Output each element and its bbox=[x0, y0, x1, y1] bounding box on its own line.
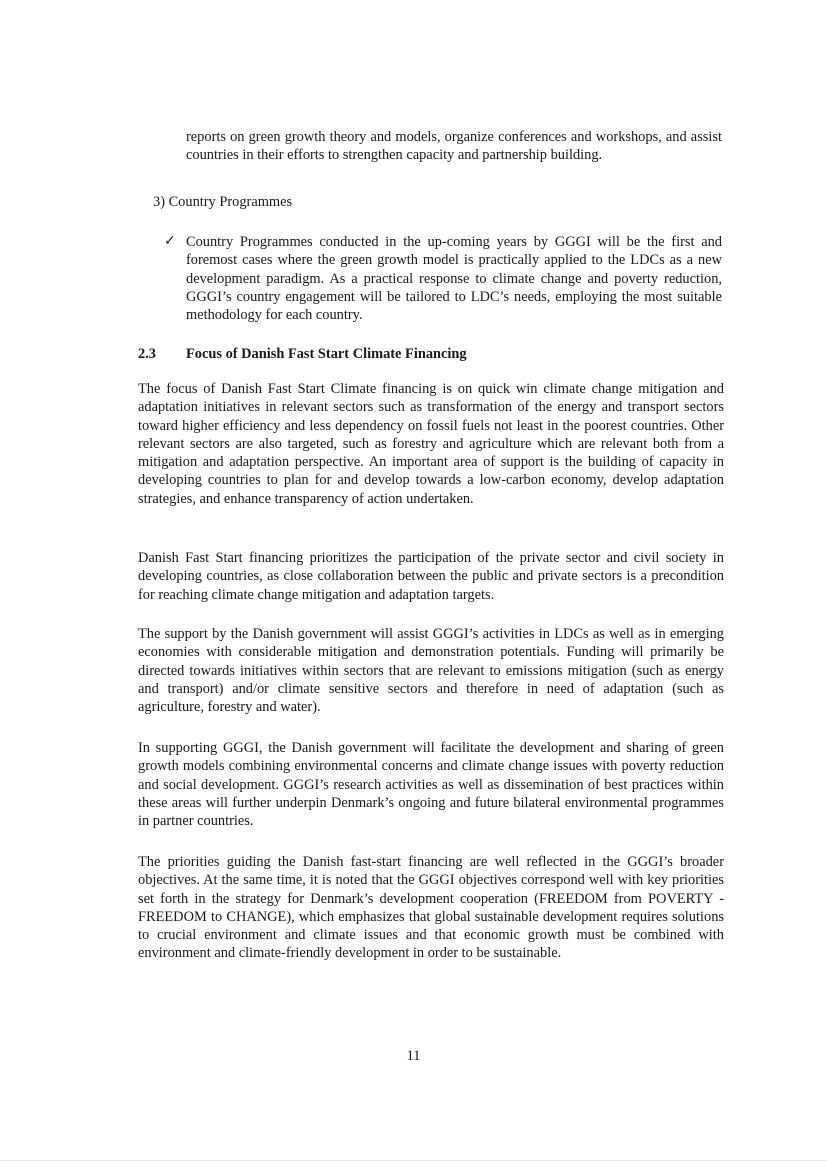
section-title: Focus of Danish Fast Start Climate Financing bbox=[186, 346, 467, 362]
body-paragraph: The support by the Danish government will assist GGGI’s activities in LDCs as well as in emerging economies with considerable mitigation and demonstration potentials. Funding will primarily be directed towards initiatives within sectors that are relevant to emissions mitigation (such as energy and transport) and/or climate sensitive sectors and therefore in need of adaptation (such as agriculture, forestry and water). bbox=[138, 626, 724, 716]
page-number: 11 bbox=[406, 1048, 421, 1064]
bullet-paragraph: Country Programmes conducted in the up-coming years by GGGI will be the first and foremost cases where the green growth model is practically applied to the LDCs as a new development paradigm. As a practical response to climate change and poverty reduction, GGGI’s country engagement will be tailored to LDC’s needs, employing the most suitable methodology for each country. bbox=[186, 234, 722, 324]
section-number: 2.3 bbox=[138, 346, 156, 362]
body-paragraph: The priorities guiding the Danish fast-start financing are well reflected in the GGGI’s broader objectives. At the same time, it is noted that the GGGI objectives correspond well with key priorities set forth in the strategy for Denmark’s development cooperation (FREEDOM from POVERTY - FREEDOM to CHANGE), which emphasizes that global sustainable development requires solutions to crucial environment and climate issues and that economic growth must be combined with environment and climate-friendly development in order to be sustainable. bbox=[138, 854, 724, 962]
body-paragraph: In supporting GGGI, the Danish government will facilitate the development and sharing of green growth models combining environmental concerns and climate change issues with poverty reduction and social development. GGGI’s research activities as well as dissemination of best practices within these areas will further underpin Denmark’s ongoing and future bilateral environmental programmes in partner countries. bbox=[138, 740, 724, 830]
list-heading: 3) Country Programmes bbox=[153, 194, 293, 210]
body-paragraph: Danish Fast Start financing prioritizes the participation of the private sector and civil society in developing countries, as close collaboration between the public and private sectors is a precondition for reaching climate change mitigation and adaptation targets. bbox=[138, 550, 724, 603]
checkmark-icon: ✓ bbox=[164, 234, 176, 249]
continuation-paragraph: reports on green growth theory and models, organize conferences and workshops, and assist countries in their efforts to strengthen capacity and partnership building. bbox=[186, 129, 722, 164]
body-paragraph: The focus of Danish Fast Start Climate financing is on quick win climate change mitigation and adaptation initiatives in relevant sectors such as transformation of the energy and transport sectors toward higher efficiency and less dependency on fossil fuels not least in the poorest countries. Other relevant sectors are also targeted, such as forestry and agriculture which are relevant both from a mitigation and adaptation perspective. An important area of support is the building of capacity in developing countries to plan for and develop towards a low-carbon economy, develop adaptation strategies, and enhance transparency of action undertaken. bbox=[138, 381, 724, 507]
page-bottom-edge bbox=[0, 1160, 827, 1161]
